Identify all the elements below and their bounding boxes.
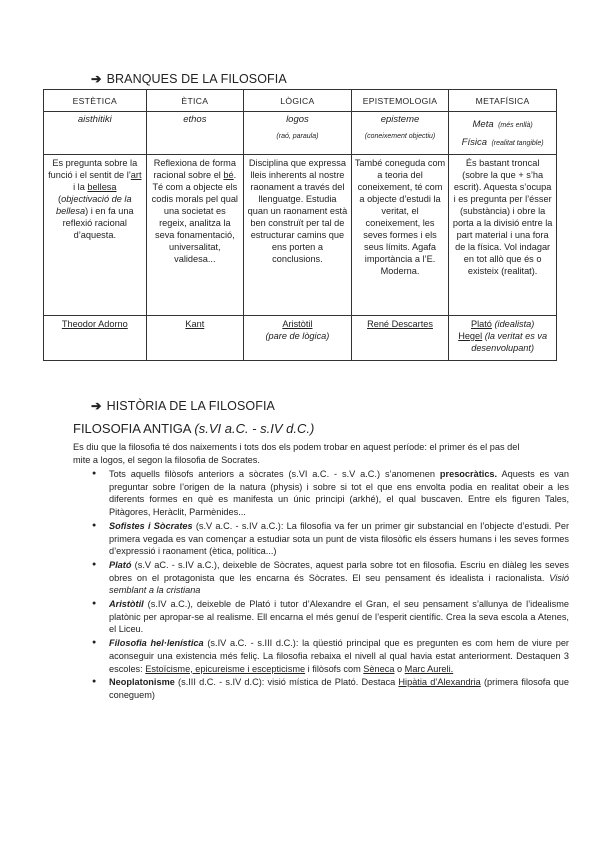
list-item: ● Neoplatonisme (s.III d.C. - s.IV d.C): visió mística de Plató. Destaca Hipàtia d’Alexandria (primera filosofa que coneguem) xyxy=(109,676,569,701)
table-header-row xyxy=(44,90,557,112)
author-etica: Kant xyxy=(146,316,243,361)
arrow-right-icon: ➔ xyxy=(91,399,102,413)
arrow-right-icon: ➔ xyxy=(91,72,102,86)
antiga-intro: Es diu que la filosofia té dos naixements i tots dos els podem trobar en aquest període: el primer és el pas del mite a logos, el segon la filosofia de Socrates. xyxy=(73,442,520,465)
history-list xyxy=(73,468,569,703)
history-title: HISTÒRIA DE LA FILOSOFIA xyxy=(106,399,275,413)
term-estetica: aisthitiki xyxy=(44,112,147,155)
term-epistemologia: episteme (coneixement objectiu) xyxy=(351,112,448,155)
header-estetica: ESTÈTICA xyxy=(44,90,147,112)
table-authors-row xyxy=(44,316,557,361)
list-item: ● Aristòtil (s.IV a.C.), deixeble de Plató i tutor d’Alexandre el Gran, el seu pensament s’allunya de l’idealisme platònic per apropar-se al realisme. Ell encarna el més genuí de l’esperit científic. Crea la seva escola a Atenes, el Liceu. xyxy=(109,598,569,636)
header-logica: LÒGICA xyxy=(244,90,352,112)
table-terms-row xyxy=(44,112,557,155)
desc-metafisica: És bastant troncal (sobre la que + s’ha escrit). Aquesta s’ocupa i es pregunta per l’ésser (substància) i obre la porta a la divisió entre la part material i una fora de la física. Vol indagar en tot allò que és o existeix (realitat). xyxy=(449,155,557,316)
history-heading xyxy=(91,398,275,413)
list-item: ● Tots aquells filòsofs anteriors a sòcrates (s.VI a.C. - s.V a.C.) s’anomenen presocràtics. Aquests es van preguntar sobre l’origen de la natura (physis) i sobre si tot el que ens envolta podia en realitat obeir a les diferents formes en què es manifesta un únic principi (arkhé), el qual buscaven. Entre els figuren Tales, Pitàgores, Heràclit, Parmènides... xyxy=(109,468,569,519)
term-metafisica: Meta (més enllà) Física (realitat tangible) xyxy=(449,112,557,155)
author-epistemologia: René Descartes xyxy=(351,316,448,361)
table-description-row xyxy=(44,155,557,316)
branches-title: BRANQUES DE LA FILOSOFIA xyxy=(106,72,287,86)
header-metafisica: METAFÍSICA xyxy=(449,90,557,112)
author-logica: Aristòtil (pare de lògica) xyxy=(244,316,352,361)
term-etica: ethos xyxy=(146,112,243,155)
header-etica: ÈTICA xyxy=(146,90,243,112)
list-item: ● Plató (s.V aC. - s.IV a.C.), deixeble de Sòcrates, aquest parla sobre tot en filosofia. Escriu en diàleg les seves obres on el protagonista que les encarna és Sòcrates. El seu pensament és idealista i racionalista. Visió semblant a la cristiana xyxy=(109,559,569,597)
desc-estetica: Es pregunta sobre la funció i el sentit de l’art i la bellesa (objectivació de la bellesa) i en fa una reflexió racional d’aquesta. xyxy=(44,155,147,316)
branches-heading xyxy=(91,71,287,86)
term-logica: logos (raó, paraula) xyxy=(244,112,352,155)
desc-etica: Reflexiona de forma racional sobre el bé. Té com a objecte els codis morals pel qual una societat es regeix, analitza la seva fonamentació, universalitat, validesa... xyxy=(146,155,243,316)
branches-table xyxy=(43,89,557,361)
header-epistemologia: EPISTEMOLOGIA xyxy=(351,90,448,112)
list-item: ● Sofistes i Sòcrates (s.V a.C. - s.IV a.C.): La filosofia va fer un primer gir substancial en l’objecte d’estudi. Per primera vegada es van començar a estudiar sota un punt de vista filosòfic els éssers humans i les seves formes d’expressió i raonament (ètica, política...) xyxy=(109,520,569,558)
author-metafisica: Plató (idealista) Hegel (la veritat es va desenvolupant) xyxy=(449,316,557,361)
author-estetica: Theodor Adorno xyxy=(44,316,147,361)
list-item: ● Filosofia hel·lenística (s.IV a.C. - s.III d.C.): la qüestió principal que es pregunten es com hem de viure per aconseguir una existencia més feliç. La filosofia rebaixa el nivell al qual havia estat anteriorment. Destaquen 3 escoles: Estoïcisme, epicureisme i escepticisme i filòsofs com Sèneca o Marc Aureli. xyxy=(109,637,569,675)
desc-epistemologia: També coneguda com a teoria del coneixement, té com a objecte d’estudi la veritat, el coneixement, les seves formes i els seus límits. Agafa importància a l’E. Moderna. xyxy=(351,155,448,316)
antiga-title: FILOSOFIA ANTIGA (s.VI a.C. - s.IV d.C.) xyxy=(73,421,315,436)
desc-logica: Disciplina que expressa lleis inherents al nostre raonament a través del llenguatge. Estudia quan un raonament està ben construït per tal de estructurar camins que ens porten a conclusions. xyxy=(244,155,352,316)
